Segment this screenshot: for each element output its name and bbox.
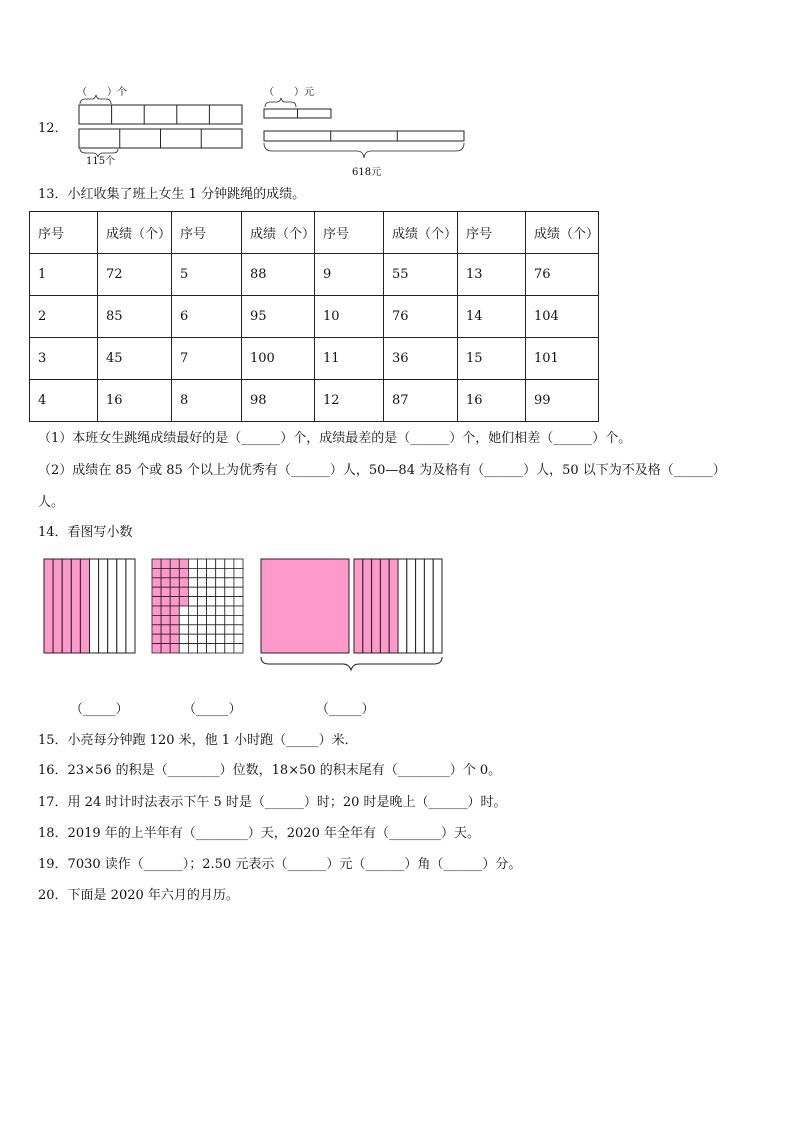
fig2-square [225,568,234,577]
fig2-shaded-square [179,587,188,596]
fig2-square [188,634,197,643]
q13-sub2-line2: 人。 [38,495,65,510]
fig2-square [188,597,197,606]
fig2-shaded-square [170,587,179,596]
fig3-shaded-strip [389,559,398,653]
fig2-shaded-square [161,597,170,606]
table-header-cell: 成绩（个） [98,212,172,254]
fig2-square [216,568,225,577]
fig2-square [225,644,234,653]
fig1-shaded-strip [62,559,71,653]
q14-figure-mixed [261,559,442,653]
q12-right-bottom-label: 618元 [352,167,382,178]
fig1-strip [90,559,99,653]
table-cell: 104 [526,296,599,338]
fig2-square [234,634,243,643]
fig1-shaded-strip [71,559,80,653]
table-header-cell: 序号 [172,212,242,254]
fig2-shaded-square [170,625,179,634]
fig1-strip [108,559,117,653]
fig2-square [234,578,243,587]
fig2-shaded-square [170,615,179,624]
fig2-square [198,597,207,606]
table-cell: 101 [526,338,599,380]
table-cell: 95 [242,296,315,338]
fig2-square [207,578,216,587]
table-cell: 11 [315,338,384,380]
fig2-square [225,578,234,587]
fig2-square [198,578,207,587]
fig2-shaded-square [161,606,170,615]
fig2-square [207,587,216,596]
q13-sub2-line1: （2）成绩在 85 个或 85 个以上为优秀有（______）人，50—84 为及格有（______）人，50 以下为不及格（______） [38,463,726,478]
fig2-square [234,568,243,577]
table-cell: 13 [458,254,526,296]
fig2-square [198,568,207,577]
fig3-whole-unit [261,559,349,653]
q20-text: 20．下面是 2020 年六月的月历。 [38,888,239,903]
fig3-shaded-strip [363,559,372,653]
fig2-square [234,615,243,624]
fig2-square [234,597,243,606]
fig2-shaded-square [152,615,161,624]
q12-right-top-label: （ ）元 [264,87,314,98]
fig2-square [188,559,197,568]
fig2-shaded-square [170,644,179,653]
table-header-cell: 成绩（个） [384,212,458,254]
fig2-square [216,559,225,568]
table-cell: 16 [458,380,526,422]
q12-number: 12． [38,121,68,136]
fig2-square [198,606,207,615]
fig1-shaded-strip [44,559,53,653]
table-cell: 4 [30,380,98,422]
table-cell: 45 [98,338,172,380]
table-cell: 72 [98,254,172,296]
q13-intro: 13．小红收集了班上女生 1 分钟跳绳的成绩。 [38,187,306,202]
fig3-shaded-strip [372,559,381,653]
table-cell: 100 [242,338,315,380]
fig2-square [207,625,216,634]
fig2-square [234,625,243,634]
fig2-square [198,625,207,634]
q18-text: 18．2019 年的上半年有（________）天，2020 年全年有（________）天。 [38,826,480,841]
fig1-strip [99,559,108,653]
q13-sub1: （1）本班女生跳绳成绩最好的是（______）个，成绩最差的是（______）个，她们相差（______）个。 [38,431,632,446]
table-cell: 55 [384,254,458,296]
fig2-square [234,559,243,568]
fig1-shaded-strip [80,559,89,653]
table-header-cell: 序号 [315,212,384,254]
q12-left-bottom-label: 115个 [86,156,116,167]
table-cell: 10 [315,296,384,338]
fig2-square [225,634,234,643]
table-cell: 12 [315,380,384,422]
fig2-shaded-square [152,606,161,615]
fig2-square [207,634,216,643]
fig2-square [188,606,197,615]
fig2-square [179,606,188,615]
q14-figure-strips [44,559,135,653]
fig2-square [207,644,216,653]
q12-left-top-label: （ ）个 [77,87,127,98]
fig2-shaded-square [152,578,161,587]
fig2-square [188,615,197,624]
q19-text: 19．7030 读作（______）；2.50 元表示（______）元（______）角（______）分。 [38,857,522,872]
fig2-shaded-square [161,568,170,577]
q14-figure3-brace [261,657,442,670]
fig2-square [216,644,225,653]
fig2-shaded-square [161,625,170,634]
fig3-strip [407,559,416,653]
q14-answer-blank-1[interactable]: （_____） [70,702,129,717]
fig2-shaded-square [161,634,170,643]
fig1-strip [126,559,135,653]
table-header-cell: 序号 [458,212,526,254]
table-cell: 85 [98,296,172,338]
fig3-strip [398,559,407,653]
fig2-square [188,568,197,577]
table-cell: 36 [384,338,458,380]
fig2-shaded-square [170,559,179,568]
q17-text: 17．用 24 时计时法表示下午 5 时是（______）时；20 时是晚上（______）时。 [38,795,507,810]
fig2-shaded-square [152,625,161,634]
fig2-square [225,625,234,634]
fig2-square [216,587,225,596]
fig2-shaded-square [179,597,188,606]
fig2-square [188,625,197,634]
fig2-shaded-square [152,568,161,577]
fig2-square [198,634,207,643]
fig2-square [225,559,234,568]
fig2-square [198,587,207,596]
fig2-square [234,587,243,596]
table-cell: 76 [526,254,599,296]
fig2-square [198,615,207,624]
table-cell: 76 [384,296,458,338]
fig2-square [216,597,225,606]
table-header-cell: 序号 [30,212,98,254]
fig2-square [225,597,234,606]
fig2-shaded-square [152,587,161,596]
fig2-square [216,578,225,587]
fig2-shaded-square [161,644,170,653]
fig2-square [216,634,225,643]
fig2-shaded-square [170,578,179,587]
fig2-shaded-square [152,597,161,606]
table-cell: 98 [242,380,315,422]
table-header-cell: 成绩（个） [242,212,315,254]
table-cell: 16 [98,380,172,422]
fig2-square [198,644,207,653]
fig2-square [198,559,207,568]
fig2-square [234,606,243,615]
table-cell: 8 [172,380,242,422]
table-cell: 14 [458,296,526,338]
table-cell: 99 [526,380,599,422]
fig2-shaded-square [161,578,170,587]
fig2-shaded-square [161,559,170,568]
table-cell: 2 [30,296,98,338]
fig2-square [188,644,197,653]
fig2-shaded-square [152,559,161,568]
fig3-strip [416,559,425,653]
table-cell: 3 [30,338,98,380]
fig2-square [216,606,225,615]
table-cell: 5 [172,254,242,296]
q14-answer-blank-2[interactable]: （_____） [183,702,242,717]
table-cell: 15 [458,338,526,380]
fig2-shaded-square [170,597,179,606]
fig2-square [207,568,216,577]
fig2-square [207,606,216,615]
fig3-strip [424,559,433,653]
fig2-shaded-square [170,568,179,577]
fig2-shaded-square [170,634,179,643]
fig2-square [216,625,225,634]
fig3-strip [433,559,442,653]
table-header-cell: 成绩（个） [526,212,599,254]
table-cell: 7 [172,338,242,380]
fig2-shaded-square [161,615,170,624]
table-cell: 88 [242,254,315,296]
q14-title: 14．看图写小数 [38,525,133,540]
fig2-square [234,644,243,653]
fig2-shaded-square [179,578,188,587]
fig3-shaded-strip [354,559,363,653]
fig2-shaded-square [161,587,170,596]
fig1-strip [117,559,126,653]
fig2-shaded-square [152,634,161,643]
q14-answer-blank-3[interactable]: （_____） [316,702,375,717]
q14-figure-grid [152,559,243,653]
fig2-square [207,559,216,568]
fig2-square [216,615,225,624]
fig2-shaded-square [179,568,188,577]
fig2-square [188,587,197,596]
table-cell: 6 [172,296,242,338]
q15-text: 15．小亮每分钟跑 120 米，他 1 小时跑（_____）米． [38,733,358,748]
fig2-shaded-square [179,559,188,568]
fig2-shaded-square [152,644,161,653]
table-cell: 9 [315,254,384,296]
fig2-square [179,615,188,624]
fig3-shaded-strip [380,559,389,653]
fig2-square [207,597,216,606]
fig2-square [225,606,234,615]
fig2-square [188,578,197,587]
fig2-shaded-square [170,606,179,615]
fig1-shaded-strip [53,559,62,653]
fig2-square [179,634,188,643]
table-cell: 1 [30,254,98,296]
fig2-square [179,644,188,653]
fig2-square [225,615,234,624]
fig2-square [179,625,188,634]
fig2-square [225,587,234,596]
table-cell: 87 [384,380,458,422]
fig2-square [207,615,216,624]
q16-text: 16．23×56 的积是（________）位数，18×50 的积末尾有（________）个 0。 [38,763,502,778]
